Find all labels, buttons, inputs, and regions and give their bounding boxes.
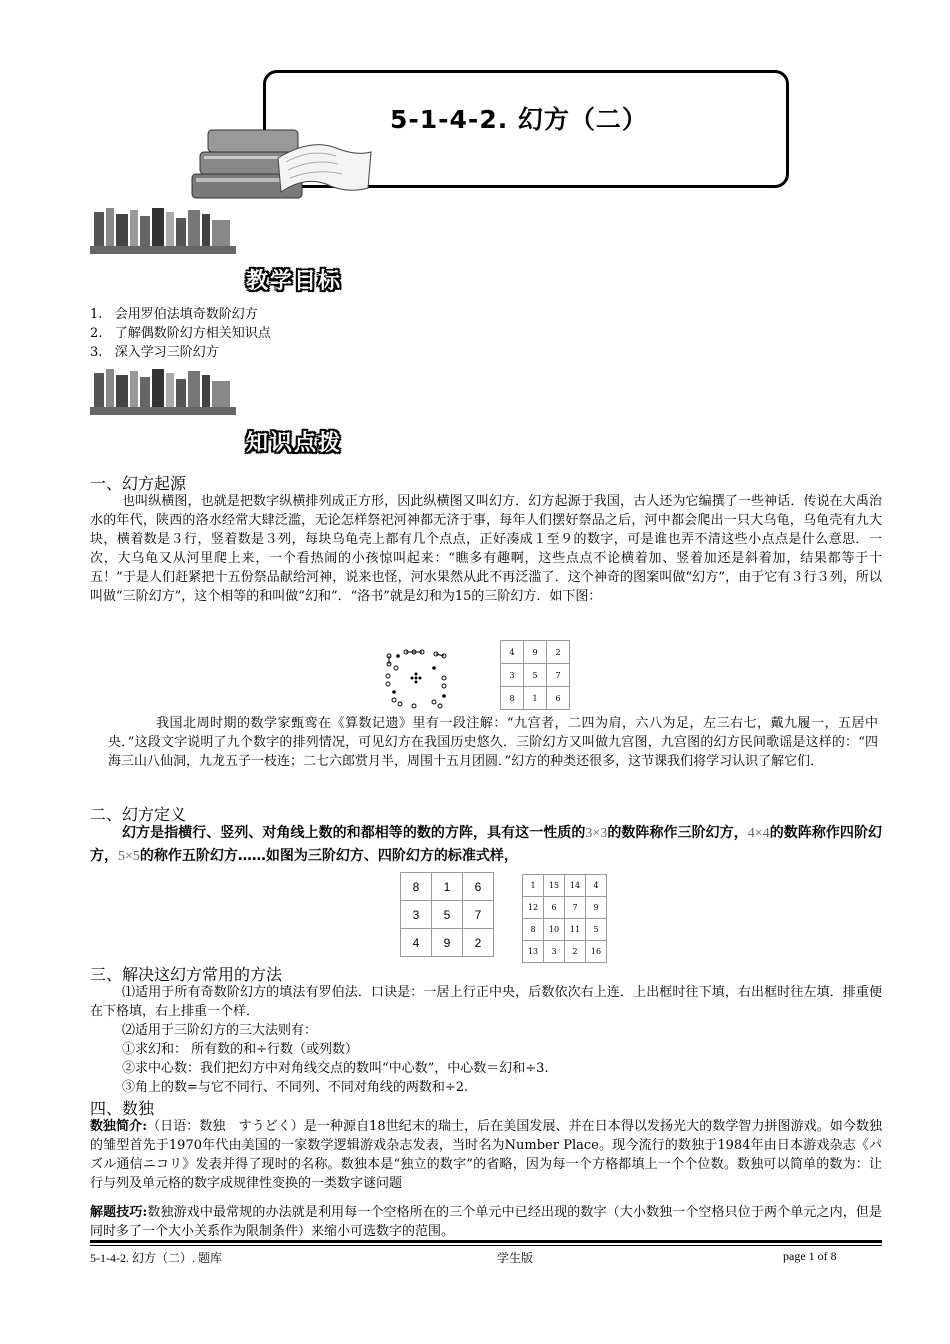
grid-cell: 7 [565, 897, 586, 919]
math-expr: 3×3 [585, 826, 608, 841]
books-illustration [186, 118, 376, 204]
goal-item: 1. 会用罗伯法填奇数阶幻方 [90, 307, 258, 322]
grid-cell: 3 [401, 901, 432, 929]
sudoku-intro [90, 1117, 882, 1193]
section-heading: 四、数独 [90, 1099, 155, 1118]
grid-cell: 6 [463, 873, 494, 901]
grid-cell: 7 [463, 901, 494, 929]
grid-cell: 1 [523, 875, 544, 897]
section-heading: 二、幻方定义 [90, 805, 187, 824]
goals-label: 教学目标 [246, 269, 343, 294]
grid-cell: 5 [432, 901, 463, 929]
bookshelf-icon [90, 367, 236, 417]
definition-text: 幻方是指横行、竖列、对角线上数的和都相等的数的方阵，具有这一性质的 [122, 825, 586, 841]
luoshu-diagram [384, 648, 454, 710]
grid-cell: 6 [544, 897, 565, 919]
grid-cell: 8 [523, 919, 544, 941]
sudoku-intro-text: （日语：数独 すうどく）是一种源自18世纪末的瑞士，后在美国发展、并在日本得以发扬光大的数学智力拼图游戏。如今数独的雏型首先于1970年代由美国的一家数学逻辑游戏杂志发表，当时名为Number Place。现今流行的数独于1984年由日本游戏杂志《パズル通信ニコリ》发表并得了现时的名称。数独本是“独立的数字”的省略，因为每一个方格都填上一个个位数。数独可以简单的数为：让行与列及单元格的数字成规律性变换的一类数字谜问题 [90, 1119, 882, 1191]
method-line: ③角上的数=与它不同行、不同列、不同对角线的两数和÷2. [122, 1080, 469, 1095]
grid-cell: 3 [544, 941, 565, 963]
grid-cell: 2 [547, 641, 570, 664]
definition-paragraph [90, 822, 882, 868]
footer-rule [90, 1240, 882, 1243]
grid-cell: 13 [523, 941, 544, 963]
grid-cell: 8 [501, 687, 524, 710]
grid-cell: 5 [524, 664, 547, 687]
grid-cell: 5 [586, 919, 607, 941]
grid-cell: 2 [565, 941, 586, 963]
math-expr: 5×5 [118, 849, 140, 864]
history-paragraph: 我国北周时期的数学家甄鸾在《算数记遗》里有一段注解：“九宫者，二四为肩，六八为足，左三右七，戴九履一，五居中央．”这段文字说明了九个数字的排列情况，可见幻方在我国历史悠久．三阶幻方又叫做九宫图，九宫图的幻方民间歌谣是这样的：“四海三山八仙洞，九龙五子一枝连；二七六郎赏月半，周围十五月团圆．”幻方的种类还很多，这节课我们将学习认识了解它们． [108, 716, 878, 769]
origin-paragraph: 也叫纵横图，也就是把数字纵横排列成正方形，因此纵横图又叫幻方．幻方起源于我国，古人还为它编撰了一些神话．传说在大禹治水的年代，陕西的洛水经常大肆泛滥，无论怎样祭祀河神都无济于事，每年人们摆好祭品之后，河中都会爬出一只大乌龟，乌龟壳有九大块，横着数是３行，竖着数是３列，每块乌龟壳上都有几个点点，正好凑成１至９的数字，可是谁也弄不清这些小点点是什么意思．一次，大乌龟又从河里爬上来，一个看热闹的小孩惊叫起来：“瞧多有趣啊，这些点点不论横着加、竖着加还是斜着加，结果都等于十五！”于是人们赶紧把十五份祭品献给河神，说来也怪，河水果然从此不再泛滥了．这个神奇的图案叫做“幻方”，由于它有３行３列，所以叫做“三阶幻方”，这个相等的和叫做“幻和”．“洛书”就是幻和为15的三阶幻方．如下图： [90, 494, 882, 604]
grid-cell: 4 [586, 875, 607, 897]
definition-text: 的数阵称作四阶幻方， [90, 825, 883, 864]
grid-cell: 12 [523, 897, 544, 919]
grid-cell: 6 [547, 687, 570, 710]
grid-cell: 11 [565, 919, 586, 941]
goal-item: 2. 了解偶数阶幻方相关知识点 [90, 326, 271, 341]
grid-cell: 2 [463, 929, 494, 957]
footer-rule [90, 1245, 882, 1246]
grid-cell: 4 [501, 641, 524, 664]
grid-cell: 9 [524, 641, 547, 664]
section-heading: 三、解决这幻方常用的方法 [90, 965, 283, 984]
knowledge-label: 知识点拨 [246, 431, 343, 456]
grid-cell: 10 [544, 919, 565, 941]
page-title: 5-1-4-2. 幻方（二） [390, 105, 648, 134]
goals-list [90, 305, 271, 362]
grid-cell: 16 [586, 941, 607, 963]
grid-cell: 1 [432, 873, 463, 901]
grid-cell: 9 [432, 929, 463, 957]
method-line: ⑵适用于三阶幻方的三大法则有： [122, 1023, 318, 1038]
grid-cell: 8 [401, 873, 432, 901]
method-line: ②求中心数：我们把幻方中对角线交点的数叫“中心数”，中心数＝幻和÷3. [122, 1061, 549, 1076]
footer-left: 5-1-4-2. 幻方（二）. 题库 [90, 1251, 222, 1265]
footer-page: page 1 of 8 [783, 1249, 837, 1263]
definition-text: 的数阵称作三阶幻方， [607, 825, 748, 841]
sudoku-intro-label: 数独简介: [90, 1119, 148, 1134]
grid-cell: 14 [565, 875, 586, 897]
math-expr: 4×4 [747, 826, 770, 841]
magic-square-4x4-standard [522, 874, 607, 963]
grid-cell: 3 [501, 664, 524, 687]
magic-square-3x3-standard [400, 872, 494, 957]
bookshelf-icon [90, 206, 236, 256]
section-heading: 一、幻方起源 [90, 474, 187, 493]
definition-text: 的称作五阶幻方……如图为三阶幻方、四阶幻方的标准式样， [139, 848, 518, 864]
sudoku-tip-label: 解题技巧: [90, 1205, 148, 1220]
grid-cell: 7 [547, 664, 570, 687]
grid-cell: 15 [544, 875, 565, 897]
footer-center: 学生版 [497, 1251, 534, 1265]
magic-square-3x3-luoshu [500, 640, 570, 710]
method-line: ⑴适用于所有奇数阶幻方的填法有罗伯法．口诀是：一居上行正中央，后数依次右上连．上出框时往下填，右出框时往左填．排重便在下格填，右上排重一个样． [90, 985, 882, 1019]
sudoku-tip [90, 1203, 882, 1241]
goal-item: 3. 深入学习三阶幻方 [90, 345, 219, 360]
sudoku-tip-text: 数独游戏中最常规的办法就是利用每一个空格所在的三个单元中已经出现的数字（大小数独一个空格只位于两个单元之内，但是同时多了一个大小关系作为限制条件）来缩小可选数字的范围。 [90, 1205, 882, 1239]
grid-cell: 1 [524, 687, 547, 710]
method-line: ①求幻和： 所有数的和÷行数（或列数） [122, 1042, 359, 1057]
grid-cell: 4 [401, 929, 432, 957]
grid-cell: 9 [586, 897, 607, 919]
